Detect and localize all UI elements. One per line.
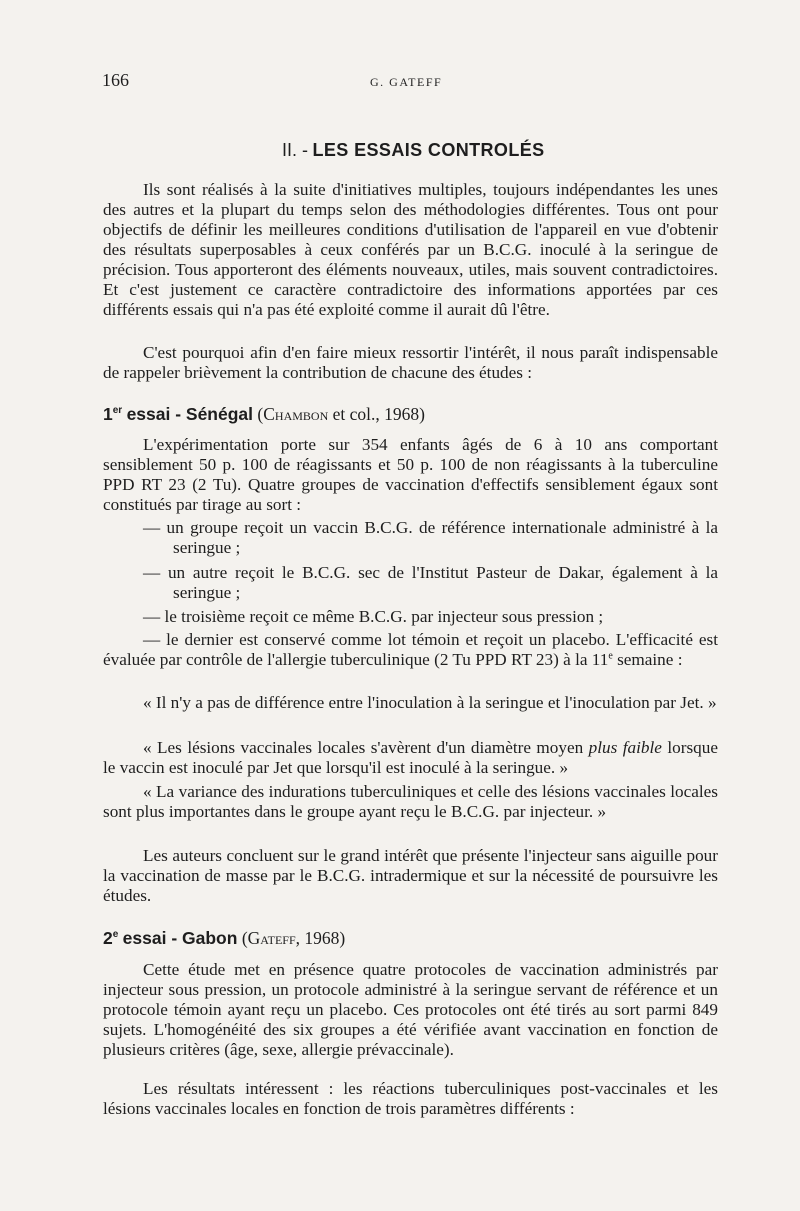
essai2-paragraph-1: Cette étude met en présence quatre protocoles de vaccination administrés par injecteur sous pression, un protocole administré à la seringue servant de référence et un protocole témoin ayant reçu un placebo. Ces protocoles ont été tirés au sort parmi 849 sujets. L'homogénéité des six groupes a été vérifiée avant vaccination en fonction de plusieurs critères (âge, sexe, allergie prévaccinale). [103,960,718,1059]
section-title-text: LES ESSAIS CONTROLÉS [312,140,545,160]
essai1-item4-end: semaine : [612,650,683,669]
essai2-sup: e [112,929,119,941]
essai2-label: essai - Gabon [122,928,238,948]
essai1-item: — le troisième reçoit ce même B.C.G. par injecteur sous pression ; [143,607,604,626]
essai1-ref-rest: et col., 1968) [332,404,425,424]
essai1-quote-2-a: « Les lésions vaccinales locales s'avèrent d'un diamètre moyen [143,738,589,757]
essai1-quote-3: « La variance des indurations tuberculiniques et celle des lésions vaccinales locales sont plus importantes dans le groupe ayant reçu le B.C.G. par injecteur. » [103,782,718,821]
essai1-ref-open: ( [257,404,264,424]
essai1-item4-sup: e [608,650,613,662]
essai1-item: — un groupe reçoit un vaccin B.C.G. de référence internationale administré à la seringue ; [143,518,718,557]
essai1-number: 1 [103,404,113,424]
essai1-paragraph: L'expérimentation porte sur 354 enfants âgés de 6 à 10 ans comportant sensiblement 50 p. 100 de réagissants et 50 p. 100 de non réagissants à la tuberculine PPD RT 23 (2 Tu). Quatre groupes de vaccination d'effectifs sensiblement égaux sont constitués par tirage au sort : [103,435,718,514]
essai1-label: essai - Sénégal [126,404,254,424]
essai2-paragraph-2: Les résultats intéressent : les réactions tuberculiniques post-vaccinales et les lésions vaccinales locales en fonction de trois paramètres différents : [103,1079,718,1118]
essai1-item4-text: — le dernier est conservé comme lot témoin et reçoit un placebo. L'efficacité est évaluée par contrôle de l'allergie tuberculinique (2 Tu PPD RT 23) à la 11 [103,630,718,669]
essai1-sup: er [112,405,123,417]
essai1-heading [103,404,425,425]
essai2-ref-open: ( [241,928,248,948]
essai1-quote-2 [103,738,718,778]
essai1-item: — un autre reçoit le B.C.G. sec de l'Institut Pasteur de Dakar, également à la seringue ; [143,563,718,602]
essai2-heading [103,928,345,949]
page-number: 166 [102,70,129,90]
essai1-item-last [103,630,718,670]
essai1-ref-author: Chambon [263,404,329,424]
essai1-conclusion: Les auteurs concluent sur le grand intérêt que présente l'injecteur sans aiguille pour la vaccination de masse par le B.C.G. intradermique et sur la nécessité de poursuivre les études. [103,846,718,905]
essai2-ref-rest: , 1968) [295,928,346,948]
essai1-quote-1: « Il n'y a pas de différence entre l'inoculation à la seringue et l'inoculation par Jet. » [143,693,717,712]
intro-paragraph-2: C'est pourquoi afin d'en faire mieux ressortir l'intérêt, il nous paraît indispensable de rappeler brièvement la contribution de chacune des études : [103,343,718,382]
essai2-ref-author: Gateff [247,928,296,948]
running-header-author: G. GATEFF [370,75,443,89]
intro-paragraph-1: Ils sont réalisés à la suite d'initiatives multiples, toujours indépendantes les unes des autres et la plupart du temps selon des méthodologies différentes. Tous ont pour objectifs de définir les meilleures conditions d'utilisation de l'appareil en vue d'obtenir des résultats superposables à ceux conférés par un B.C.G. inoculé à la seringue de précision. Tous apporteront des éléments nouveaux, utiles, mais souvent contradictoires. Et c'est justement ce caractère contradictoire des informations apportées par ces différents essais qui n'a pas été exploité comme il aurait dû l'être. [103,180,718,319]
section-number: II. - [282,140,308,160]
section-title [282,140,545,161]
essai1-quote-2-b: lorsque le vaccin est inoculé par Jet que lorsqu'il est inoculé à la seringue. » [103,738,718,777]
essai2-number: 2 [103,928,113,948]
essai1-quote-2-italic: plus faible [588,738,662,757]
